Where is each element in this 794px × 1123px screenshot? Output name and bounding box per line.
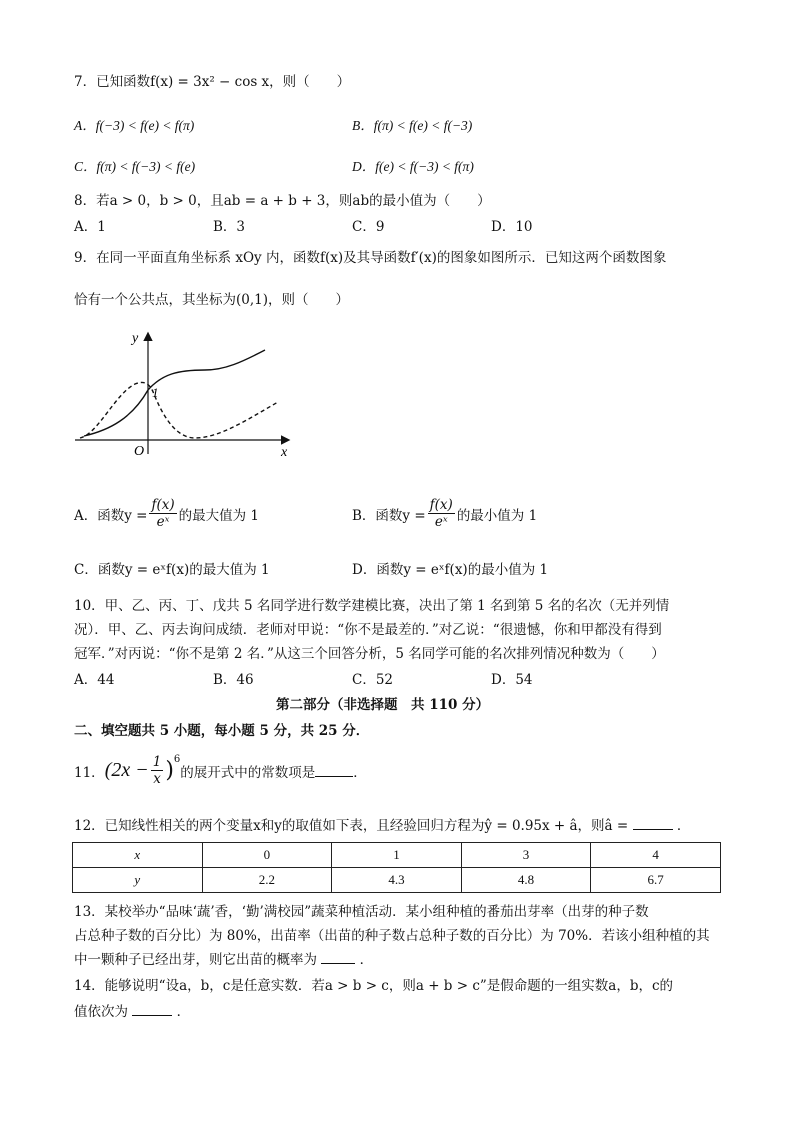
- curve-f-prime: [80, 382, 278, 438]
- table-cell: 4.8: [461, 868, 591, 893]
- q8-option-c: C．9: [352, 219, 385, 235]
- q11-fraction: [151, 754, 164, 787]
- section2-title: 二、填空题共 5 小题，每小题 5 分，共 25 分．: [74, 723, 370, 739]
- q9-stem-line2: 恰有一个公共点，其坐标为(0,1)，则（ ）: [74, 292, 350, 308]
- q10-option-d: D．54: [491, 672, 533, 688]
- q9-option-b: [352, 497, 537, 530]
- q14-end: ．: [176, 1004, 191, 1020]
- origin-label: O: [134, 444, 145, 459]
- data-table: [72, 842, 721, 893]
- q11-suffix: 的展开式中的常数项是: [180, 764, 316, 781]
- q9-option-b-num: f(x): [429, 497, 453, 513]
- q9-option-b-suffix: 的最小值为 1: [456, 507, 538, 524]
- q13-answer-blank: [321, 951, 355, 964]
- q8-option-a: A．1: [74, 219, 106, 235]
- q11-prefix: 11．: [74, 764, 105, 781]
- q10-option-a: A．44: [74, 672, 115, 688]
- q9-option-b-prefix: B．函数y =: [352, 507, 426, 524]
- q12-stem-line: [74, 814, 690, 834]
- q12-end: ．: [676, 818, 691, 834]
- function-graph: [70, 322, 300, 462]
- q13-line1: 13．某校举办“品味‘蔬’香，‘勤’满校园”蔬菜种植活动．某小组种植的番茄出芽率（出芽的种子数: [74, 904, 649, 920]
- q11-frac-num: 1: [152, 754, 162, 770]
- table-cell: 4: [591, 843, 721, 868]
- q9-option-a-prefix: A．函数y =: [74, 507, 148, 524]
- q8-stem: 8．若a > 0，b > 0，且ab = a + b + 3，则ab的最小值为（ ）: [74, 193, 491, 209]
- y-axis-label: y: [132, 331, 139, 346]
- table-cell: 4.3: [332, 868, 462, 893]
- x-axis-label: x: [281, 445, 288, 460]
- q13-line2: 占总种子数的百分比）为 80%，出苗率（出苗的种子数占总种子数的百分比）为 70%．若该小组种植的其: [74, 928, 710, 944]
- q9-option-a-num: f(x): [151, 497, 175, 513]
- q7-option-b: B．f(π) < f(e) < f(−3): [352, 118, 473, 133]
- table-cell: 6.7: [591, 868, 721, 893]
- q11-frac-den: x: [153, 771, 161, 787]
- q10-line2: 况）．甲、乙、丙去询问成绩．老师对甲说：“你不是最差的．”对乙说：“很遗憾，你和甲都没有得到: [74, 622, 662, 638]
- q9-option-b-den: eˣ: [434, 514, 448, 530]
- table-cell: y: [73, 868, 203, 893]
- q9-option-a-suffix: 的最大值为 1: [178, 507, 260, 524]
- q9-option-a-den: eˣ: [156, 514, 170, 530]
- q10-option-b: B．46: [213, 672, 254, 688]
- q7-stem: 7．已知函数f(x) = 3x² − cos x，则（ ）: [74, 74, 351, 90]
- q14-line2: 值依次为: [74, 1004, 128, 1020]
- curve-f: [84, 350, 265, 436]
- q10-option-c: C．52: [352, 672, 394, 688]
- table-cell: x: [73, 843, 203, 868]
- table-cell: 3: [461, 843, 591, 868]
- q9-option-c: C．函数y = eˣf(x)的最大值为 1: [74, 562, 270, 578]
- q9-stem-line1: 9．在同一平面直角坐标系 xOy 内，函数f(x)及其导函数f′(x)的图象如图所示．已知这两个函数图象: [74, 250, 667, 266]
- q9-option-b-fraction: [428, 497, 455, 530]
- q14-answer-blank: [132, 1003, 172, 1016]
- table-cell: 1: [332, 843, 462, 868]
- q11-end: ．: [353, 764, 367, 781]
- q9-option-d: D．函数y = eˣf(x)的最小值为 1: [352, 562, 549, 578]
- q11-answer-blank: [315, 764, 353, 777]
- point-one-label: 1: [152, 385, 159, 400]
- q13-line3: 中一颗种子已经出芽，则它出苗的概率为: [74, 952, 317, 968]
- q13-end: ．: [359, 952, 374, 968]
- table-row: [73, 868, 721, 893]
- table-row: [73, 843, 721, 868]
- q7-option-a: A．f(−3) < f(e) < f(π): [74, 118, 195, 133]
- q8-option-b: B．3: [213, 219, 246, 235]
- q12-stem: 12．已知线性相关的两个变量x和y的取值如下表，且经验回归方程为ŷ = 0.95x + â，则â =: [74, 818, 629, 834]
- q14-line1: 14．能够说明“设a，b，c是任意实数．若a > b > c，则a + b > c”是假命题的一组实数a，b，c的: [74, 978, 674, 994]
- q7-option-c: C．f(π) < f(−3) < f(e): [74, 159, 196, 174]
- q9-option-a-fraction: [149, 497, 176, 530]
- q11: [74, 754, 367, 787]
- q14-line2-wrap: [74, 1000, 190, 1020]
- q9-option-a: [74, 497, 259, 530]
- q10-line1: 10．甲、乙、丙、丁、戊共 5 名同学进行数学建模比赛，决出了第 1 名到第 5 名的名次（无并列情: [74, 598, 670, 614]
- table-cell: 2.2: [202, 868, 332, 893]
- part2-title: 第二部分（非选择题 共 110 分）: [276, 697, 490, 713]
- q13-line3-wrap: [74, 948, 373, 968]
- q11-expr-open: (2x −: [104, 759, 149, 781]
- q10-line3: 冠军．”对丙说：“你不是第 2 名．”从这三个回答分析，5 名同学可能的名次排列情况种数为（ ）: [74, 646, 665, 662]
- q8-option-d: D．10: [491, 219, 533, 235]
- q12-answer-blank: [633, 817, 673, 830]
- q11-exponent: 6: [173, 754, 181, 765]
- q7-option-d: D．f(e) < f(−3) < f(π): [352, 159, 474, 174]
- q11-expr-close: ): [165, 758, 174, 783]
- table-cell: 0: [202, 843, 332, 868]
